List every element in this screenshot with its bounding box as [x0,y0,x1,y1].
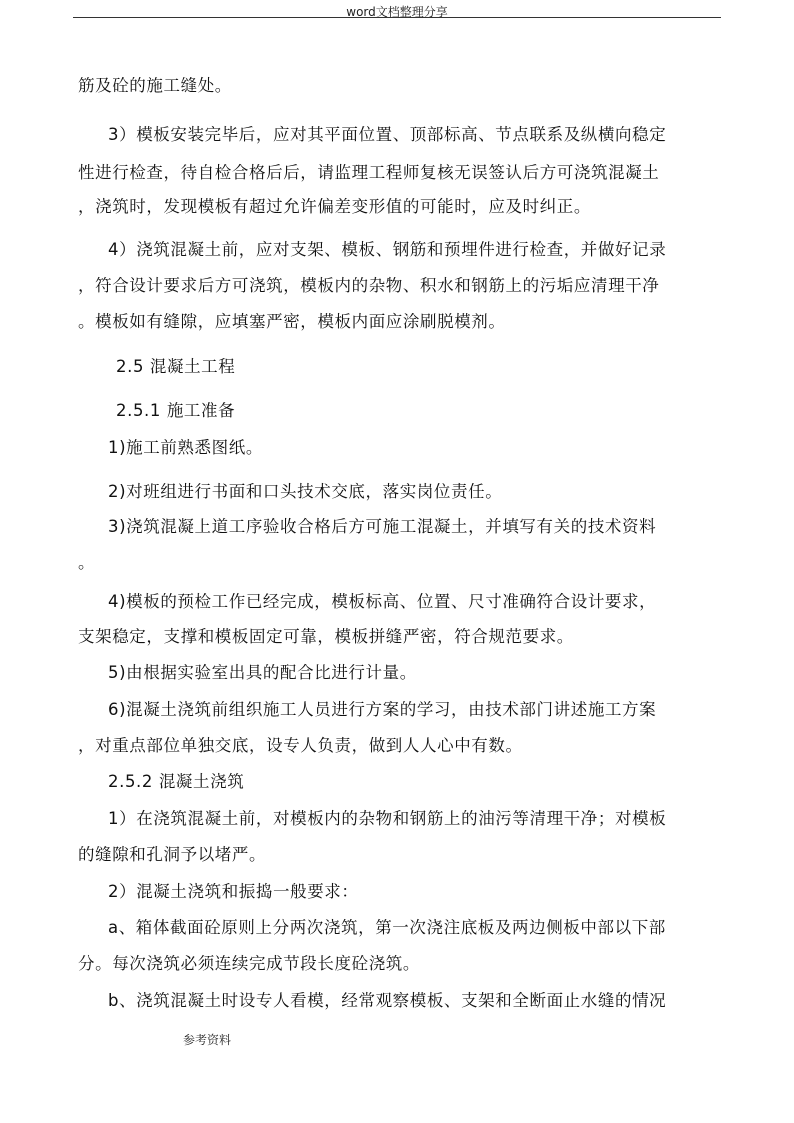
header-divider [73,17,721,18]
page-header: word文档整理分享 [346,5,448,19]
text-line: 支架稳定，支撑和模板固定可靠，模板拼缝严密，符合规范要求。 [78,627,574,646]
text-line: 。 [78,553,96,572]
subsection-heading: 2.5.2 混凝土浇筑 [108,772,245,791]
text-line: 性进行检查，待自检合格后后，请监理工程师复核无误签认后方可浇筑混凝土 [78,163,660,182]
text-line: 3）模板安装完毕后，应对其平面位置、顶部标高、节点联系及纵横向稳定 [108,125,667,144]
page-footer: 参考资料 [183,1033,232,1047]
text-line: 1）在浇筑混凝土前，对模板内的杂物和钢筋上的油污等清理干净；对模板 [108,809,667,828]
section-heading: 2.5 混凝土工程 [116,357,236,376]
text-line: a、箱体截面砼原则上分两次浇筑，第一次浇注底板及两边侧板中部以下部 [108,918,666,937]
text-line: ，对重点部位单独交底，设专人负责，做到人人心中有数。 [78,736,523,755]
text-line: 4)模板的预检工作已经完成，模板标高、位置、尺寸准确符合设计要求， [108,592,657,611]
text-line: 4）浇筑混凝土前，应对支架、模板、钢筋和预埋件进行检查，并做好记录 [108,240,667,259]
text-line: 6)混凝土浇筑前组织施工人员进行方案的学习，由技术部门讲述施工方案 [108,700,657,719]
text-line: 筋及砼的施工缝处。 [78,76,232,95]
text-line: ，浇筑时，发现模板有超过允许偏差变形值的可能时，应及时纠正。 [78,197,591,216]
text-line: 分。每次浇筑必须连续完成节段长度砼浇筑。 [78,954,420,973]
text-line: 2)对班组进行书面和口头技术交底，落实岗位责任。 [108,482,503,501]
text-line: b、浇筑混凝土时设专人看模，经常观察模板、支架和全断面止水缝的情况 [108,991,667,1010]
text-line: 的缝隙和孔洞予以堵严。 [78,845,267,864]
text-line: 5)由根据实验室出具的配合比进行计量。 [108,663,417,682]
text-line: 2）混凝土浇筑和振捣一般要求： [108,882,359,901]
text-line: 3)浇筑混凝上道工序验收合格后方可施工混凝土，并填写有关的技术资料 [108,517,657,536]
subsection-heading: 2.5.1 施工准备 [116,401,236,420]
text-line: 1)施工前熟悉图纸。 [108,438,263,457]
text-line: 。模板如有缝隙，应填塞严密，模板内面应涂刷脱模剂。 [78,312,506,331]
text-line: ，符合设计要求后方可浇筑，模板内的杂物、积水和钢筋上的污垢应清理干净 [78,276,660,295]
